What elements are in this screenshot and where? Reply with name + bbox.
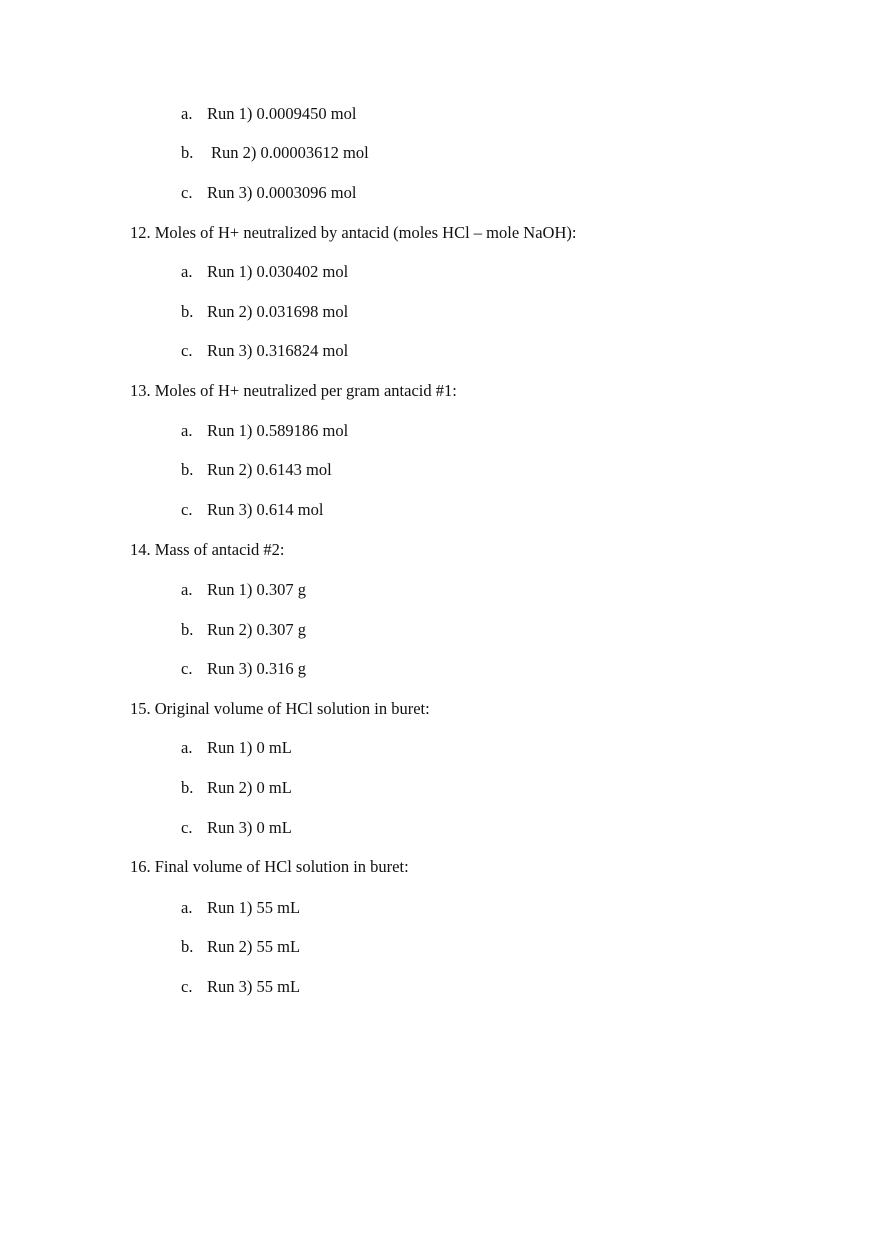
section-heading: 15. Original volume of HCl solution in buret: xyxy=(130,699,430,718)
list-item-letter: b. xyxy=(181,937,194,956)
list-item-text: Run 3) 0.614 mol xyxy=(207,500,324,519)
list-item-text: Run 3) 0.316 g xyxy=(207,659,306,678)
list-item-letter: a. xyxy=(181,738,193,757)
list-item-text: Run 2) 0.307 g xyxy=(207,620,306,639)
section-heading: 14. Mass of antacid #2: xyxy=(130,540,285,559)
list-item-letter: c. xyxy=(181,183,193,202)
list-item-letter: b. xyxy=(181,460,194,479)
list-item-letter: b. xyxy=(181,778,194,797)
list-item-text: Run 3) 0.316824 mol xyxy=(207,341,349,360)
list-item-letter: a. xyxy=(181,421,193,440)
list-item-text: Run 1) 0.589186 mol xyxy=(207,421,349,440)
list-item-letter: b. xyxy=(181,143,194,162)
list-item-letter: a. xyxy=(181,262,193,281)
list-item-text: Run 2) 0 mL xyxy=(207,778,292,797)
list-item-letter: b. xyxy=(181,302,194,321)
list-item-text: Run 3) 0 mL xyxy=(207,818,292,837)
section-heading: 12. Moles of H+ neutralized by antacid (moles HCl – mole NaOH): xyxy=(130,223,577,242)
section-heading: 13. Moles of H+ neutralized per gram antacid #1: xyxy=(130,381,457,400)
list-item-text: Run 1) 0.0009450 mol xyxy=(207,104,357,123)
list-item-text: Run 3) 55 mL xyxy=(207,977,301,996)
list-item-letter: c. xyxy=(181,659,193,678)
list-item-text: Run 1) 0.030402 mol xyxy=(207,262,349,281)
list-item-letter: b. xyxy=(181,620,194,639)
list-item-letter: a. xyxy=(181,898,193,917)
list-item-text: Run 2) 0.6143 mol xyxy=(207,460,332,479)
list-item-letter: c. xyxy=(181,341,193,360)
list-item-text: Run 1) 55 mL xyxy=(207,898,301,917)
section-heading: 16. Final volume of HCl solution in buret: xyxy=(130,857,409,876)
list-item-letter: c. xyxy=(181,818,193,837)
list-item-text: Run 1) 0 mL xyxy=(207,738,292,757)
list-item-letter: a. xyxy=(181,580,193,599)
list-item-letter: a. xyxy=(181,104,193,123)
list-item-letter: c. xyxy=(181,500,193,519)
list-item-text: Run 2) 0.031698 mol xyxy=(207,302,349,321)
list-item-text: Run 2) 55 mL xyxy=(207,937,301,956)
list-item-text: Run 1) 0.307 g xyxy=(207,580,306,599)
list-item-text: Run 3) 0.0003096 mol xyxy=(207,183,357,202)
list-item-text: Run 2) 0.00003612 mol xyxy=(211,143,369,162)
list-item-letter: c. xyxy=(181,977,193,996)
